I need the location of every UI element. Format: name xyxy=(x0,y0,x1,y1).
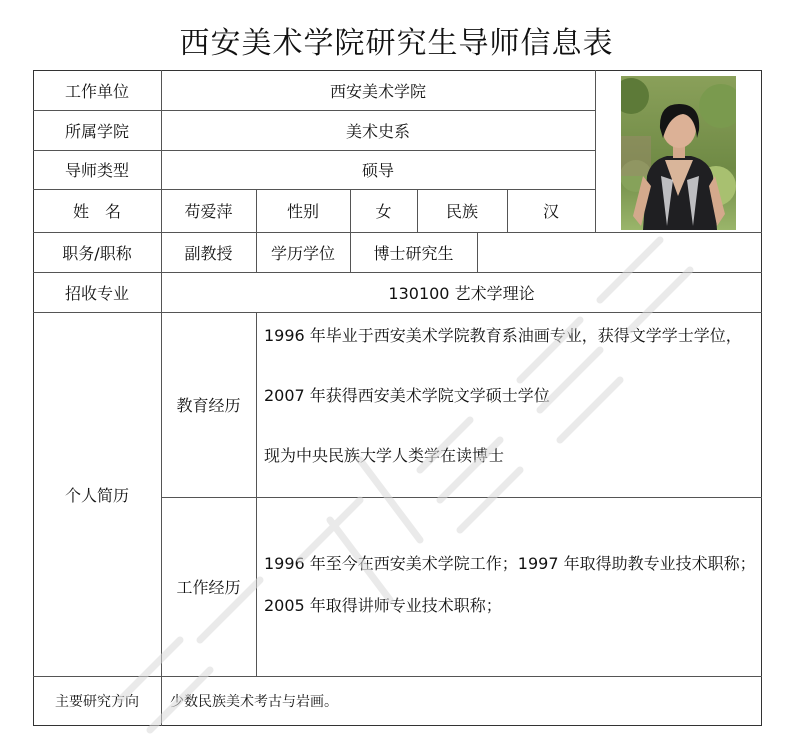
col-divider xyxy=(477,232,478,272)
unit-value: 西安美术学院 xyxy=(329,81,426,101)
work-label: 工作经历 xyxy=(176,578,241,597)
degree-label: 学历学位 xyxy=(270,243,335,263)
portrait-photo xyxy=(621,76,736,230)
type-label: 导师类型 xyxy=(64,161,129,180)
work-line: 2005 年取得讲师专业技术职称； xyxy=(264,595,502,615)
research-value: 少数民族美术考古与岩画。 xyxy=(170,694,338,710)
college-label: 所属学院 xyxy=(64,121,129,141)
unit-label: 工作单位 xyxy=(64,81,129,101)
research-label: 主要研究方向 xyxy=(55,694,139,710)
name-label: 姓 名 xyxy=(72,202,121,221)
gender-label: 性别 xyxy=(286,202,319,221)
page-title: 西安美术学院研究生导师信息表 xyxy=(179,26,614,61)
education-line: 现为中央民族大学人类学在读博士 xyxy=(264,445,505,465)
name-value: 苟爱萍 xyxy=(184,202,233,221)
ethnic-value: 汉 xyxy=(542,202,559,221)
resume-label: 个人简历 xyxy=(64,485,129,505)
col-divider xyxy=(256,312,257,676)
education-label: 教育经历 xyxy=(176,396,241,415)
gender-value: 女 xyxy=(375,202,392,221)
ethnic-label: 民族 xyxy=(445,202,478,221)
work-line: 1996 年至今在西安美术学院工作；1997 年取得助教专业技术职称； xyxy=(264,553,756,573)
type-value: 硕导 xyxy=(361,161,394,180)
major-value: 130100 艺术学理论 xyxy=(388,283,535,303)
major-label: 招收专业 xyxy=(64,283,129,303)
education-line: 2007 年获得西安美术学院文学硕士学位 xyxy=(264,385,550,405)
col-divider xyxy=(595,70,596,232)
college-value: 美术史系 xyxy=(345,121,410,141)
position-value: 副教授 xyxy=(184,243,233,263)
portrait-image xyxy=(621,76,736,230)
education-line: 1996 年毕业于西安美术学院教育系油画专业，获得文学学士学位， xyxy=(264,325,742,345)
degree-value: 博士研究生 xyxy=(373,243,454,263)
position-label: 职务/职称 xyxy=(62,243,132,263)
